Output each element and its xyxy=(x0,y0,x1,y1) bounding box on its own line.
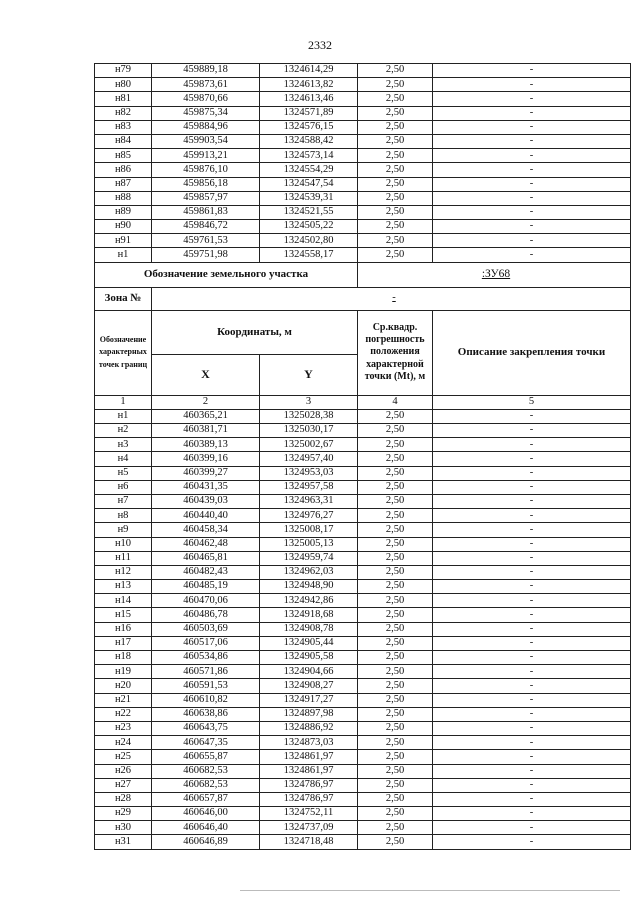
cell-description: - xyxy=(433,92,631,106)
cell-point: н19 xyxy=(95,665,152,679)
cell-accuracy: 2,50 xyxy=(358,580,433,594)
cell-accuracy: 2,50 xyxy=(358,679,433,693)
cell-point: н21 xyxy=(95,693,152,707)
cell-y: 1324588,42 xyxy=(260,134,358,148)
cell-point: н28 xyxy=(95,792,152,806)
table-row xyxy=(95,580,631,594)
cell-point: н17 xyxy=(95,636,152,650)
cell-x: 460646,40 xyxy=(152,821,260,835)
cell-accuracy: 2,50 xyxy=(358,177,433,191)
cell-description: - xyxy=(433,149,631,163)
cell-point: н10 xyxy=(95,537,152,551)
cell-x: 460486,78 xyxy=(152,608,260,622)
table-row xyxy=(95,220,631,234)
parcel-label: Обозначение земельного участка xyxy=(95,262,358,287)
cell-description: - xyxy=(433,220,631,234)
cell-accuracy: 2,50 xyxy=(358,721,433,735)
cell-y: 1324948,90 xyxy=(260,580,358,594)
cell-accuracy: 2,50 xyxy=(358,622,433,636)
cell-point: н24 xyxy=(95,736,152,750)
cell-x: 460482,43 xyxy=(152,565,260,579)
table-row xyxy=(95,679,631,693)
table-row xyxy=(95,821,631,835)
table-row xyxy=(95,78,631,92)
cell-accuracy: 2,50 xyxy=(358,64,433,78)
page-number: 2332 xyxy=(308,38,332,52)
cell-point: н81 xyxy=(95,92,152,106)
cell-accuracy: 2,50 xyxy=(358,409,433,423)
cell-description: - xyxy=(433,693,631,707)
cell-description: - xyxy=(433,523,631,537)
cell-description: - xyxy=(433,821,631,835)
cell-y: 1324976,27 xyxy=(260,509,358,523)
cell-accuracy: 2,50 xyxy=(358,234,433,248)
table-row xyxy=(95,807,631,821)
cell-x: 460399,16 xyxy=(152,452,260,466)
cell-description: - xyxy=(433,509,631,523)
table-row xyxy=(95,693,631,707)
cell-point: н5 xyxy=(95,466,152,480)
cell-x: 460655,87 xyxy=(152,750,260,764)
cell-x: 459751,98 xyxy=(152,248,260,262)
cell-y: 1324918,68 xyxy=(260,608,358,622)
cell-accuracy: 2,50 xyxy=(358,134,433,148)
cell-description: - xyxy=(433,438,631,452)
cell-point: н9 xyxy=(95,523,152,537)
cell-point: н88 xyxy=(95,191,152,205)
cell-point: н18 xyxy=(95,651,152,665)
cell-y: 1324571,89 xyxy=(260,106,358,120)
cell-accuracy: 2,50 xyxy=(358,594,433,608)
cell-y: 1325030,17 xyxy=(260,424,358,438)
cell-accuracy: 2,50 xyxy=(358,608,433,622)
cell-point: н16 xyxy=(95,622,152,636)
cell-y: 1325002,67 xyxy=(260,438,358,452)
table-row xyxy=(95,608,631,622)
cell-accuracy: 2,50 xyxy=(358,438,433,452)
cell-point: н8 xyxy=(95,509,152,523)
cell-y: 1324576,15 xyxy=(260,120,358,134)
cell-y: 1324861,97 xyxy=(260,764,358,778)
table-row xyxy=(95,205,631,219)
header-accuracy: Ср.квадр. погрешность положения характерной точки (Mt), м xyxy=(358,310,433,395)
cell-y: 1324558,17 xyxy=(260,248,358,262)
cell-accuracy: 2,50 xyxy=(358,651,433,665)
cell-point: н11 xyxy=(95,551,152,565)
cell-point: н86 xyxy=(95,163,152,177)
header-point-col: Обозначение характерных точек границ xyxy=(95,310,152,395)
cell-point: н29 xyxy=(95,807,152,821)
cell-x: 460462,48 xyxy=(152,537,260,551)
cell-description: - xyxy=(433,835,631,849)
table-row xyxy=(95,466,631,480)
header-y: Y xyxy=(260,355,358,395)
cell-description: - xyxy=(433,234,631,248)
cell-y: 1324861,97 xyxy=(260,750,358,764)
cell-description: - xyxy=(433,134,631,148)
cell-point: н82 xyxy=(95,106,152,120)
table-row xyxy=(95,191,631,205)
cell-description: - xyxy=(433,466,631,480)
header-x: X xyxy=(152,355,260,395)
cell-y: 1324502,80 xyxy=(260,234,358,248)
cell-y: 1324718,48 xyxy=(260,835,358,849)
cell-y: 1325008,17 xyxy=(260,523,358,537)
cell-point: н84 xyxy=(95,134,152,148)
cell-description: - xyxy=(433,792,631,806)
cell-accuracy: 2,50 xyxy=(358,163,433,177)
table-row xyxy=(95,134,631,148)
cell-description: - xyxy=(433,409,631,423)
cell-accuracy: 2,50 xyxy=(358,480,433,494)
cell-point: н3 xyxy=(95,438,152,452)
cell-description: - xyxy=(433,736,631,750)
cell-x: 459861,83 xyxy=(152,205,260,219)
cell-description: - xyxy=(433,424,631,438)
cell-x: 460503,69 xyxy=(152,622,260,636)
cell-x: 459857,97 xyxy=(152,191,260,205)
table-row xyxy=(95,424,631,438)
cell-x: 459884,96 xyxy=(152,120,260,134)
cell-accuracy: 2,50 xyxy=(358,191,433,205)
cell-description: - xyxy=(433,750,631,764)
cell-description: - xyxy=(433,64,631,78)
cell-description: - xyxy=(433,565,631,579)
table-row xyxy=(95,636,631,650)
cell-x: 460458,34 xyxy=(152,523,260,537)
cell-y: 1324897,98 xyxy=(260,707,358,721)
cell-x: 460465,81 xyxy=(152,551,260,565)
cell-accuracy: 2,50 xyxy=(358,665,433,679)
cell-x: 460657,87 xyxy=(152,792,260,806)
table-row xyxy=(95,523,631,537)
table-row xyxy=(95,565,631,579)
table-row xyxy=(95,409,631,423)
cell-x: 460439,03 xyxy=(152,494,260,508)
cell-accuracy: 2,50 xyxy=(358,106,433,120)
cell-x: 460534,86 xyxy=(152,651,260,665)
cell-accuracy: 2,50 xyxy=(358,466,433,480)
cell-x: 460682,53 xyxy=(152,778,260,792)
cell-description: - xyxy=(433,177,631,191)
zone-label: Зона № xyxy=(95,287,152,310)
cell-y: 1324505,22 xyxy=(260,220,358,234)
cell-point: н14 xyxy=(95,594,152,608)
cell-point: н91 xyxy=(95,234,152,248)
cell-accuracy: 2,50 xyxy=(358,693,433,707)
cell-x: 460682,53 xyxy=(152,764,260,778)
cell-y: 1324614,29 xyxy=(260,64,358,78)
cell-accuracy: 2,50 xyxy=(358,120,433,134)
cell-point: н23 xyxy=(95,721,152,735)
cell-accuracy: 2,50 xyxy=(358,424,433,438)
cell-point: н79 xyxy=(95,64,152,78)
cell-y: 1324752,11 xyxy=(260,807,358,821)
cell-x: 460485,19 xyxy=(152,580,260,594)
cell-point: н90 xyxy=(95,220,152,234)
top-rows xyxy=(95,64,631,263)
cell-accuracy: 2,50 xyxy=(358,78,433,92)
zone-value: - xyxy=(152,287,631,310)
cell-y: 1324908,27 xyxy=(260,679,358,693)
cell-x: 460591,53 xyxy=(152,679,260,693)
table-row xyxy=(95,551,631,565)
cell-description: - xyxy=(433,248,631,262)
cell-y: 1324573,14 xyxy=(260,149,358,163)
cell-description: - xyxy=(433,707,631,721)
cell-description: - xyxy=(433,651,631,665)
cell-accuracy: 2,50 xyxy=(358,821,433,835)
cell-description: - xyxy=(433,537,631,551)
cell-x: 460643,75 xyxy=(152,721,260,735)
cell-description: - xyxy=(433,679,631,693)
header-coords-title: Координаты, м xyxy=(152,310,358,355)
cell-accuracy: 2,50 xyxy=(358,835,433,849)
cell-description: - xyxy=(433,480,631,494)
cell-description: - xyxy=(433,191,631,205)
cell-accuracy: 2,50 xyxy=(358,509,433,523)
cell-description: - xyxy=(433,594,631,608)
cell-y: 1324613,46 xyxy=(260,92,358,106)
cell-point: н20 xyxy=(95,679,152,693)
cell-point: н85 xyxy=(95,149,152,163)
cell-point: н12 xyxy=(95,565,152,579)
cell-point: н25 xyxy=(95,750,152,764)
cell-accuracy: 2,50 xyxy=(358,248,433,262)
cell-x: 460440,40 xyxy=(152,509,260,523)
cell-x: 460638,86 xyxy=(152,707,260,721)
header-num-4: 4 xyxy=(358,395,433,409)
cell-point: н1 xyxy=(95,409,152,423)
cell-accuracy: 2,50 xyxy=(358,750,433,764)
cell-accuracy: 2,50 xyxy=(358,523,433,537)
table-row xyxy=(95,106,631,120)
cell-y: 1324953,03 xyxy=(260,466,358,480)
table-row xyxy=(95,721,631,735)
cell-y: 1324908,78 xyxy=(260,622,358,636)
table-row xyxy=(95,537,631,551)
cell-x: 460470,06 xyxy=(152,594,260,608)
cell-description: - xyxy=(433,78,631,92)
parcel-value: :ЗУ68 xyxy=(358,262,631,287)
table-row xyxy=(95,452,631,466)
table-row xyxy=(95,651,631,665)
cell-description: - xyxy=(433,106,631,120)
cell-y: 1324613,82 xyxy=(260,78,358,92)
cell-y: 1324554,29 xyxy=(260,163,358,177)
table-row xyxy=(95,234,631,248)
cell-accuracy: 2,50 xyxy=(358,452,433,466)
cell-x: 459856,18 xyxy=(152,177,260,191)
cell-description: - xyxy=(433,205,631,219)
cell-x: 460571,86 xyxy=(152,665,260,679)
cell-accuracy: 2,50 xyxy=(358,551,433,565)
table-row xyxy=(95,120,631,134)
cell-y: 1324539,31 xyxy=(260,191,358,205)
cell-x: 459846,72 xyxy=(152,220,260,234)
cell-x: 459889,18 xyxy=(152,64,260,78)
table-row xyxy=(95,248,631,262)
cell-x: 460646,89 xyxy=(152,835,260,849)
table-row xyxy=(95,64,631,78)
cell-point: н26 xyxy=(95,764,152,778)
cell-y: 1324942,86 xyxy=(260,594,358,608)
main-rows xyxy=(95,409,631,849)
cell-x: 460646,00 xyxy=(152,807,260,821)
cell-y: 1325028,38 xyxy=(260,409,358,423)
cell-accuracy: 2,50 xyxy=(358,565,433,579)
cell-description: - xyxy=(433,622,631,636)
table-row xyxy=(95,792,631,806)
cell-y: 1324873,03 xyxy=(260,736,358,750)
header-description: Описание закрепления точки xyxy=(433,310,631,395)
cell-point: н80 xyxy=(95,78,152,92)
cell-accuracy: 2,50 xyxy=(358,92,433,106)
cell-y: 1324905,44 xyxy=(260,636,358,650)
cell-accuracy: 2,50 xyxy=(358,792,433,806)
cell-point: н27 xyxy=(95,778,152,792)
table-row xyxy=(95,778,631,792)
cell-y: 1324957,58 xyxy=(260,480,358,494)
cell-x: 460647,35 xyxy=(152,736,260,750)
cell-point: н7 xyxy=(95,494,152,508)
table-row xyxy=(95,177,631,191)
cell-accuracy: 2,50 xyxy=(358,149,433,163)
cell-point: н15 xyxy=(95,608,152,622)
cell-x: 460389,13 xyxy=(152,438,260,452)
table-row xyxy=(95,438,631,452)
table-row xyxy=(95,622,631,636)
cell-accuracy: 2,50 xyxy=(358,494,433,508)
cell-accuracy: 2,50 xyxy=(358,778,433,792)
cell-description: - xyxy=(433,636,631,650)
cell-point: н13 xyxy=(95,580,152,594)
table-row xyxy=(95,509,631,523)
cell-y: 1324963,31 xyxy=(260,494,358,508)
table-row xyxy=(95,594,631,608)
table-row xyxy=(95,480,631,494)
cell-accuracy: 2,50 xyxy=(358,220,433,234)
cell-description: - xyxy=(433,778,631,792)
header-num-2: 2 xyxy=(152,395,260,409)
cell-y: 1324904,66 xyxy=(260,665,358,679)
cell-y: 1325005,13 xyxy=(260,537,358,551)
cell-description: - xyxy=(433,494,631,508)
cell-y: 1324786,97 xyxy=(260,792,358,806)
cell-y: 1324962,03 xyxy=(260,565,358,579)
table-row xyxy=(95,750,631,764)
cell-y: 1324786,97 xyxy=(260,778,358,792)
cell-description: - xyxy=(433,452,631,466)
cell-point: н89 xyxy=(95,205,152,219)
header-num-5: 5 xyxy=(433,395,631,409)
table-header xyxy=(95,262,631,409)
cell-point: н30 xyxy=(95,821,152,835)
header-num-1: 1 xyxy=(95,395,152,409)
cell-x: 459875,34 xyxy=(152,106,260,120)
cell-point: н6 xyxy=(95,480,152,494)
scan-edge-line xyxy=(240,890,620,891)
cell-point: н4 xyxy=(95,452,152,466)
table-row xyxy=(95,665,631,679)
cell-y: 1324905,58 xyxy=(260,651,358,665)
cell-x: 460365,21 xyxy=(152,409,260,423)
cell-description: - xyxy=(433,163,631,177)
cell-point: н1 xyxy=(95,248,152,262)
cell-point: н87 xyxy=(95,177,152,191)
cell-accuracy: 2,50 xyxy=(358,636,433,650)
cell-y: 1324959,74 xyxy=(260,551,358,565)
cell-accuracy: 2,50 xyxy=(358,764,433,778)
cell-point: н31 xyxy=(95,835,152,849)
cell-description: - xyxy=(433,721,631,735)
header-num-3: 3 xyxy=(260,395,358,409)
cell-point: н2 xyxy=(95,424,152,438)
cell-y: 1324547,54 xyxy=(260,177,358,191)
table-row xyxy=(95,764,631,778)
cell-x: 460610,82 xyxy=(152,693,260,707)
cell-x: 459903,54 xyxy=(152,134,260,148)
cell-x: 460431,35 xyxy=(152,480,260,494)
cell-y: 1324957,40 xyxy=(260,452,358,466)
cell-description: - xyxy=(433,580,631,594)
cell-point: н83 xyxy=(95,120,152,134)
coordinates-table xyxy=(94,63,631,850)
cell-x: 459761,53 xyxy=(152,234,260,248)
cell-accuracy: 2,50 xyxy=(358,807,433,821)
cell-accuracy: 2,50 xyxy=(358,205,433,219)
table-row xyxy=(95,707,631,721)
cell-x: 459873,61 xyxy=(152,78,260,92)
cell-accuracy: 2,50 xyxy=(358,707,433,721)
table-row xyxy=(95,149,631,163)
cell-x: 460381,71 xyxy=(152,424,260,438)
cell-accuracy: 2,50 xyxy=(358,537,433,551)
cell-y: 1324521,55 xyxy=(260,205,358,219)
table-row xyxy=(95,736,631,750)
cell-description: - xyxy=(433,764,631,778)
cell-point: н22 xyxy=(95,707,152,721)
cell-x: 460399,27 xyxy=(152,466,260,480)
cell-x: 459870,66 xyxy=(152,92,260,106)
table-row xyxy=(95,92,631,106)
cell-y: 1324917,27 xyxy=(260,693,358,707)
cell-description: - xyxy=(433,665,631,679)
cell-x: 459876,10 xyxy=(152,163,260,177)
table-row xyxy=(95,835,631,849)
cell-y: 1324737,09 xyxy=(260,821,358,835)
cell-x: 460517,06 xyxy=(152,636,260,650)
cell-description: - xyxy=(433,608,631,622)
cell-description: - xyxy=(433,551,631,565)
cell-description: - xyxy=(433,120,631,134)
cell-x: 459913,21 xyxy=(152,149,260,163)
cell-y: 1324886,92 xyxy=(260,721,358,735)
cell-description: - xyxy=(433,807,631,821)
cell-accuracy: 2,50 xyxy=(358,736,433,750)
table-row xyxy=(95,163,631,177)
table-row xyxy=(95,494,631,508)
